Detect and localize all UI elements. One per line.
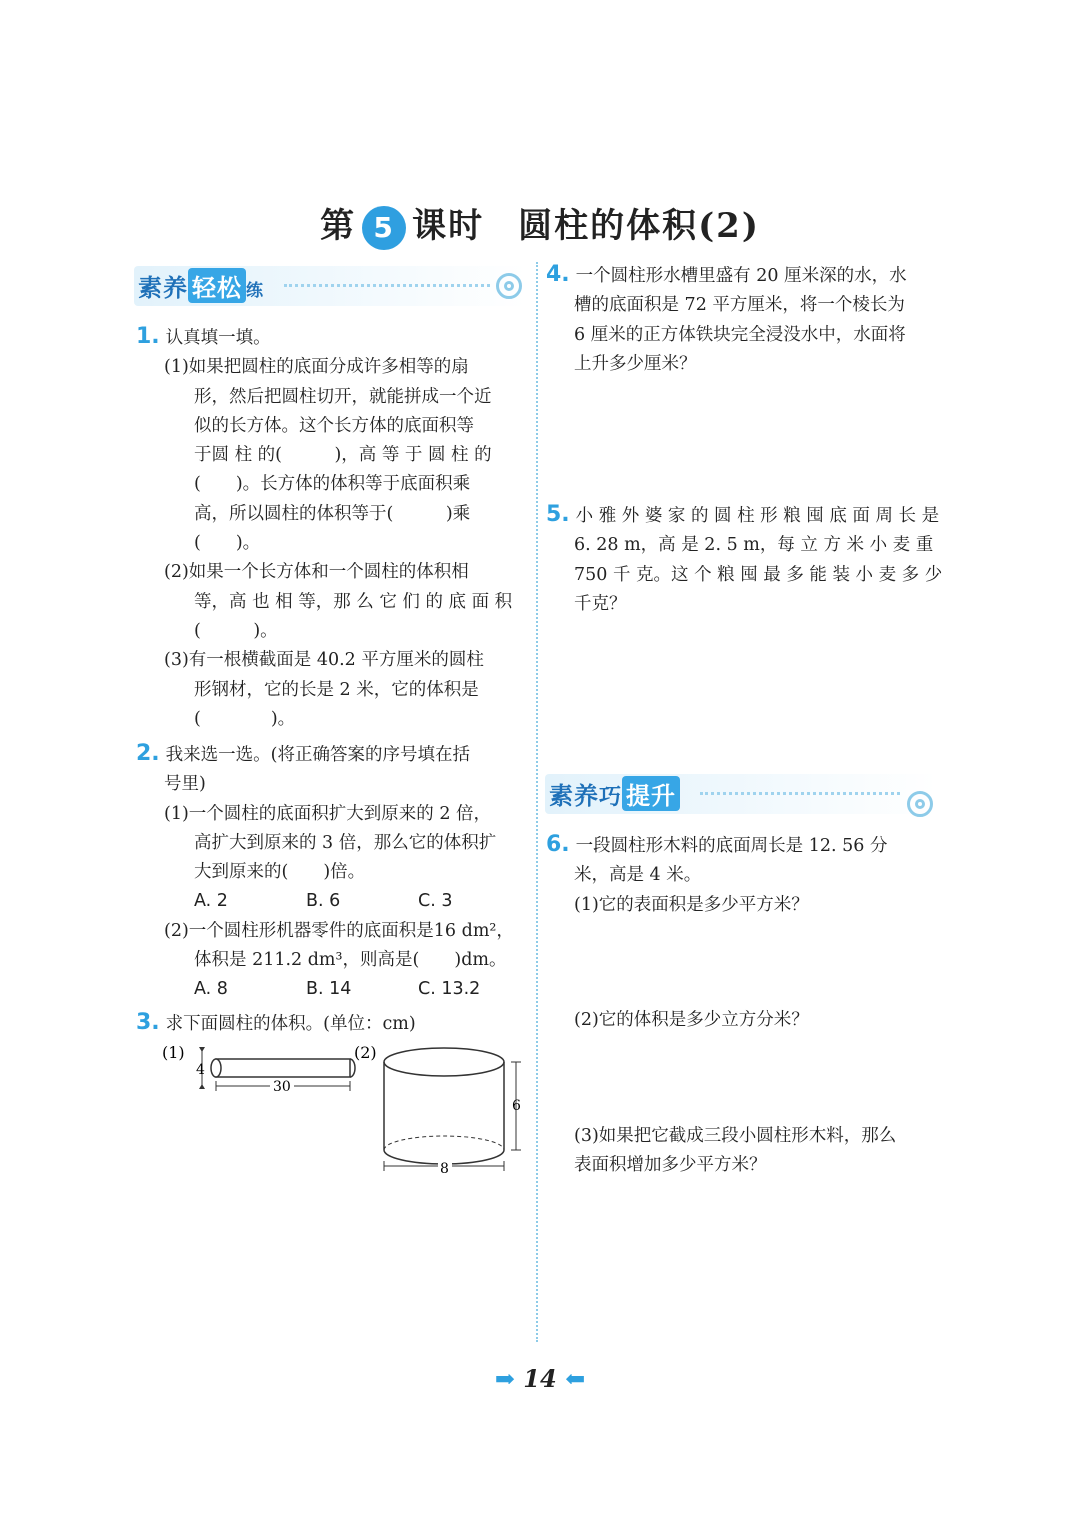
option-a: A. 2 (194, 891, 228, 912)
q5-line: 小 雅 外 婆 家 的 圆 柱 形 粮 囤 底 面 周 长 是 (575, 506, 940, 526)
arrow-right-icon: ➡ (494, 1364, 515, 1393)
page-number (0, 1364, 1080, 1393)
target-icon (496, 273, 522, 299)
q1-line: (3)有一根横截面是 40.2 平方厘米的圆柱 (164, 650, 484, 671)
q6-sub3-line2: 表面积增加多少平方米？ (574, 1155, 767, 1175)
banner-left-part1: 素养 (138, 274, 188, 302)
q1-line: 似的长方体。这个长方体的底面积等 (194, 415, 474, 436)
q2-title-line1: 我来选一选。(将正确答案的序号填在括 (165, 745, 470, 765)
q1-line: (1)如果把圆柱的底面分成许多相等的扇 (164, 357, 469, 378)
q1-line: ( )。 (194, 708, 296, 729)
q3-title: 求下面圆柱的体积。(单位：cm) (165, 1014, 416, 1034)
q1-line: ( )。 (194, 620, 278, 641)
section-banner-advanced (545, 770, 937, 814)
fig2-diameter: 8 (440, 1161, 449, 1177)
q4-line: 上升多少厘米？ (574, 353, 697, 374)
banner-left-part2: 轻松 (188, 268, 246, 303)
banner-right-part1: 素养 (549, 782, 599, 810)
q6-line: 一段圆柱形木料的底面周长是 12. 56 分 (575, 836, 888, 856)
title-prefix: 第 (320, 206, 357, 246)
page-number-value: 14 (523, 1364, 557, 1393)
q3-number: 3. (136, 1010, 160, 1035)
q4-line: 槽的底面积是 72 平方厘米，将一个棱长为 (574, 295, 905, 316)
q4-line: 一个圆柱形水槽里盛有 20 厘米深的水，水 (575, 266, 907, 286)
q5-line: 千克？ (574, 593, 627, 614)
q6-sub2: (2)它的体积是多少立方分米？ (574, 1010, 809, 1030)
title-mid: 课时 (412, 206, 485, 246)
q4-number: 4. (546, 262, 570, 287)
question-3 (136, 1008, 531, 1039)
q6-line: 米，高是 4 米。 (574, 865, 702, 886)
banner-right-part3: 提升 (622, 776, 680, 811)
option-a: A. 8 (194, 979, 228, 1000)
arrow-left-icon: ⬅ (565, 1364, 586, 1393)
question-6 (546, 830, 941, 920)
q2-p1-options (136, 887, 531, 916)
fig1-length: 30 (273, 1079, 291, 1095)
q4-line: 6 厘米的正方体铁块完全浸没水中，水面将 (574, 324, 906, 345)
question-1 (136, 322, 531, 734)
question-5 (546, 500, 941, 619)
q1-title: 认真填一填。 (165, 328, 271, 348)
q2-p1-line: (1)一个圆柱的底面积扩大到原来的 2 倍， (164, 803, 492, 824)
fig1-label: (1) (162, 1043, 185, 1062)
q5-line: 6. 28 m，高 是 2. 5 m，每 立 方 米 小 麦 重 (574, 535, 934, 556)
q1-line: (2)如果一个长方体和一个圆柱的体积相 (164, 562, 469, 583)
q1-line: 高，所以圆柱的体积等于( )乘 (194, 503, 471, 524)
q2-p1-line: 高扩大到原来的 3 倍，那么它的体积扩 (194, 832, 497, 853)
q6-sub1: (1)它的表面积是多少平方米？ (574, 894, 809, 915)
figure-thin-cylinder (160, 1038, 360, 1098)
q5-line: 750 千 克。这 个 粮 囤 最 多 能 装 小 麦 多 少 (574, 564, 943, 585)
lesson-number-badge: 5 (362, 206, 406, 250)
q2-p2-line: (2)一个圆柱形机器零件的底面积是16 dm²， (164, 920, 514, 941)
question-2 (136, 739, 531, 1005)
fig2-label: (2) (354, 1043, 377, 1062)
question-4 (546, 260, 941, 379)
q2-title-line2: 号里) (164, 774, 206, 795)
fig1-diameter: 4 (196, 1062, 205, 1078)
option-b: B. 6 (306, 891, 341, 912)
banner-right-part2: 巧 (599, 785, 623, 810)
title-topic: 圆柱的体积(2) (518, 206, 760, 246)
q1-line: ( )。长方体的体积等于底面积乘 (194, 474, 471, 495)
page-title (0, 198, 1080, 250)
q1-line: 等，高 也 相 等，那 么 它 们 的 底 面 积 (194, 591, 513, 612)
q6-number: 6. (546, 832, 570, 857)
q1-line: 形钢材，它的长是 2 米，它的体积是 (194, 679, 479, 700)
q2-p2-options (136, 975, 531, 1004)
q1-number: 1. (136, 324, 160, 349)
q5-number: 5. (546, 502, 570, 527)
q6-sub3-line1: (3)如果把它截成三段小圆柱形木料，那么 (574, 1126, 897, 1146)
figure-wide-cylinder (352, 1038, 534, 1178)
q1-line: 形，然后把圆柱切开，就能拼成一个近 (194, 386, 492, 407)
section-banner-basic (134, 262, 526, 306)
q2-p2-line: 体积是 211.2 dm³，则高是( )dm。 (194, 950, 507, 971)
column-divider (536, 262, 538, 1342)
q2-p1-line: 大到原来的( )倍。 (194, 862, 366, 883)
fig2-height: 6 (512, 1098, 521, 1114)
banner-left-part3: 练 (246, 281, 264, 301)
target-icon (907, 791, 933, 817)
option-b: B. 14 (306, 979, 352, 1000)
option-c: C. 3 (418, 891, 453, 912)
q1-line: 于圆 柱 的( )，高 等 于 圆 柱 的 (194, 445, 492, 466)
q2-number: 2. (136, 741, 160, 766)
option-c: C. 13.2 (418, 979, 481, 1000)
q1-line: ( )。 (194, 533, 261, 554)
